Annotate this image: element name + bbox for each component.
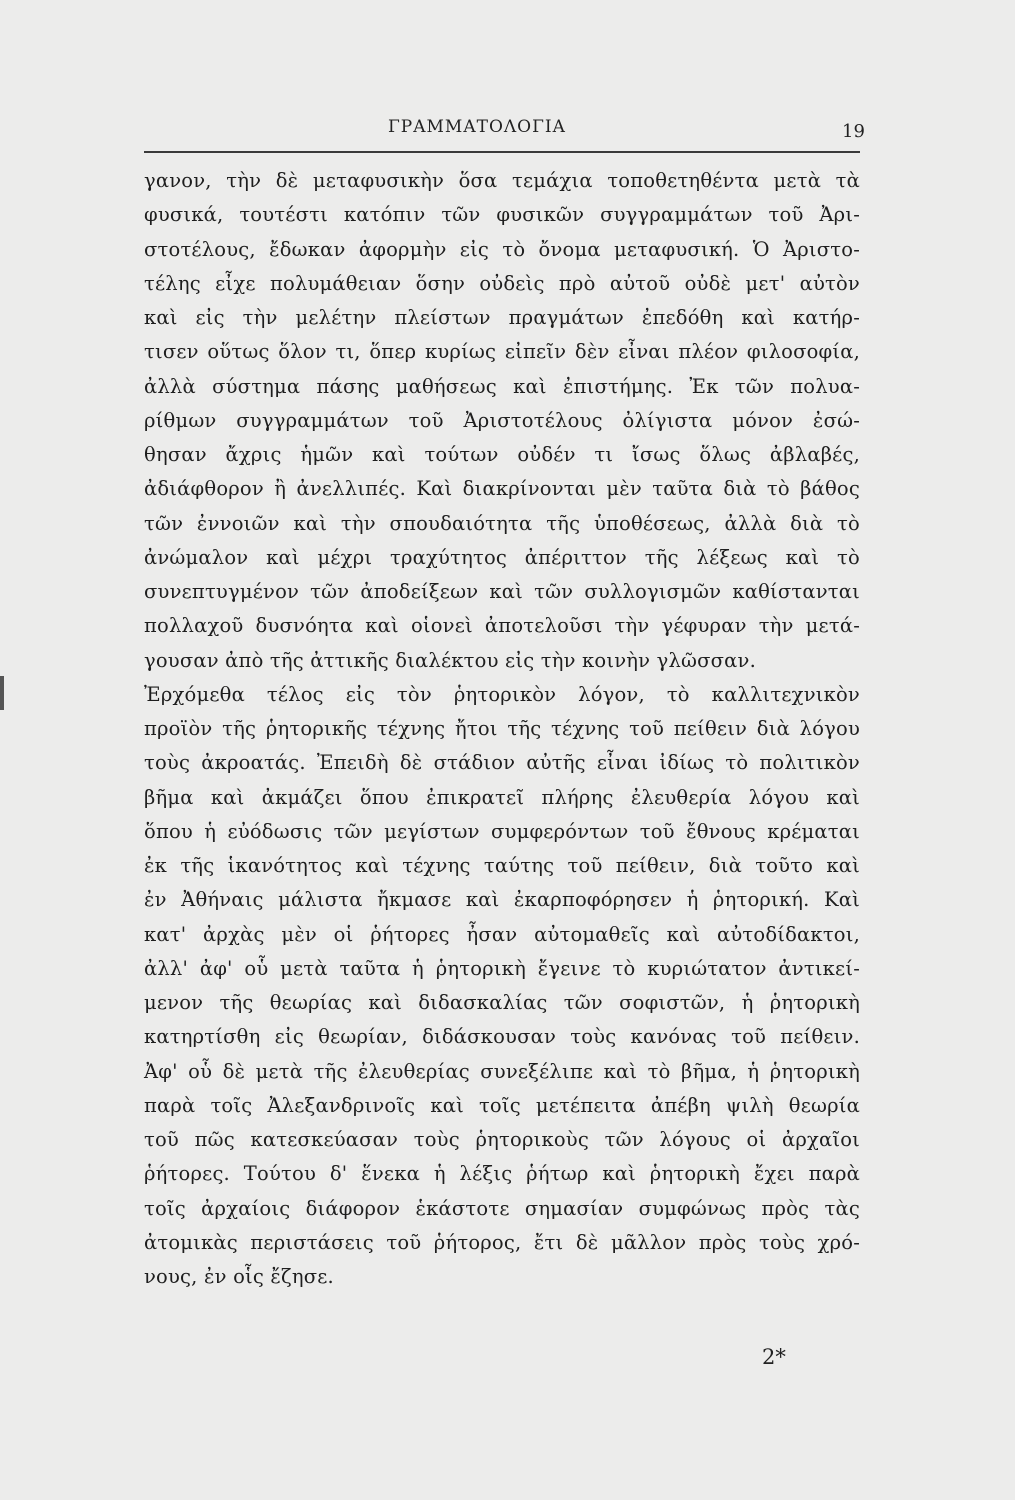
text-line: στοτέλους, ἔδωκαν ἀφορμὴν εἰς τὸ ὄνομα μεταφυσική. Ὁ Ἀριστο- bbox=[144, 237, 860, 261]
text-line: μενον τῆς θεωρίας καὶ διδασκαλίας τῶν σοφιστῶν, ἡ ῥητορικὴ bbox=[144, 991, 860, 1014]
text-line: ἐν Ἀθήναις μάλιστα ἤκμασε καὶ ἐκαρποφόρησεν ἡ ῥητορική. Καὶ bbox=[144, 888, 860, 912]
text-line: ἀνώμαλον καὶ μέχρι τραχύτητος ἀπέριττον τῆς λέξεως καὶ τὸ bbox=[144, 545, 860, 569]
text-line: ἀλλ' ἀφ' οὗ μετὰ ταῦτα ἡ ῥητορικὴ ἔγεινε τὸ κυριώτατον ἀντικεί- bbox=[144, 956, 860, 980]
text-line: τῶν ἐννοιῶν καὶ τὴν σπουδαιότητα τῆς ὑποθέσεως, ἀλλὰ διὰ τὸ bbox=[144, 511, 860, 535]
running-header-title: ΓΡΑΜΜΑΤΟΛΟΓΙΑ bbox=[388, 117, 566, 137]
text-line: ἀδιάφθορον ἢ ἀνελλιπές. Καὶ διακρίνονται μὲν ταῦτα διὰ τὸ βάθος bbox=[144, 477, 860, 501]
body-text bbox=[144, 164, 860, 1294]
text-line: γανον, τὴν δὲ μεταφυσικὴν ὅσα τεμάχια τοποθετηθέντα μετὰ τὰ bbox=[144, 169, 860, 192]
text-line: κατ' ἀρχὰς μὲν οἱ ῥήτορες ἦσαν αὐτομαθεῖς καὶ αὐτοδίδακτοι, bbox=[144, 922, 860, 946]
text-line: ἀλλὰ σύστημα πάσης μαθήσεως καὶ ἐπιστήμης. Ἐκ τῶν πολυα- bbox=[144, 374, 860, 398]
text-line: ὅπου ἡ εὐόδωσις τῶν μεγίστων συμφερόντων τοῦ ἔθνους κρέμαται bbox=[144, 819, 860, 843]
header-rule bbox=[144, 151, 860, 153]
text-line: κατηρτίσθη εἰς θεωρίαν, διδάσκουσαν τοὺς κανόνας τοῦ πείθειν. bbox=[144, 1025, 860, 1049]
text-line: γουσαν ἀπὸ τῆς ἀττικῆς διαλέκτου εἰς τὴν κοινὴν γλῶσσαν. bbox=[144, 648, 756, 672]
text-line: νους, ἐν οἷς ἔζησε. bbox=[144, 1265, 334, 1288]
text-line: προϊὸν τῆς ῥητορικῆς τέχνης ἤτοι τῆς τέχνης τοῦ πείθειν διὰ λόγου bbox=[144, 717, 860, 740]
text-line: τισεν οὕτως ὅλον τι, ὅπερ κυρίως εἰπεῖν δὲν εἶναι πλέον φιλοσοφία, bbox=[144, 340, 860, 364]
page-number: 19 bbox=[842, 121, 865, 142]
binding-mark bbox=[0, 676, 4, 710]
text-line: παρὰ τοῖς Ἀλεξανδρινοῖς καὶ τοῖς μετέπειτα ἀπέβη ψιλὴ θεωρία bbox=[144, 1093, 860, 1117]
text-line: ἀτομικὰς περιστάσεις τοῦ ῥήτορος, ἔτι δὲ μᾶλλον πρὸς τοὺς χρό- bbox=[144, 1230, 860, 1254]
text-line: ῥήτορες. Τούτου δ' ἕνεκα ἡ λέξις ῥήτωρ καὶ ῥητορικὴ ἔχει παρὰ bbox=[144, 1162, 860, 1186]
text-line: Ἐρχόμεθα τέλος εἰς τὸν ῥητορικὸν λόγον, τὸ καλλιτεχνικὸν bbox=[144, 682, 860, 706]
text-line: καὶ εἰς τὴν μελέτην πλείστων πραγμάτων ἐπεδόθη καὶ κατήρ- bbox=[144, 306, 860, 329]
signature-mark: 2* bbox=[762, 1345, 786, 1369]
text-line: φυσικά, τουτέστι κατόπιν τῶν φυσικῶν συγγραμμάτων τοῦ Ἀρι- bbox=[144, 203, 860, 227]
text-line: θησαν ἄχρις ἡμῶν καὶ τούτων οὐδέν τι ἴσως ὅλως ἀβλαβές, bbox=[144, 443, 860, 466]
text-line: πολλαχοῦ δυσνόητα καὶ οἱονεὶ ἀποτελοῦσι τὴν γέφυραν τὴν μετά- bbox=[144, 614, 860, 638]
text-line: τοῖς ἀρχαίοις διάφορον ἑκάστοτε σημασίαν συμφώνως πρὸς τὰς bbox=[144, 1196, 860, 1220]
text-line: τοὺς ἀκροατάς. Ἐπειδὴ δὲ στάδιον αὐτῆς εἶναι ἰδίως τὸ πολιτικὸν bbox=[144, 751, 860, 775]
text-line: τοῦ πῶς κατεσκεύασαν τοὺς ῥητορικοὺς τῶν λόγους οἱ ἀρχαῖοι bbox=[144, 1128, 860, 1151]
text-line: βῆμα καὶ ἀκμάζει ὅπου ἐπικρατεῖ πλήρης ἐλευθερία λόγου καὶ bbox=[144, 785, 860, 809]
text-line: τέλης εἶχε πολυμάθειαν ὅσην οὐδεὶς πρὸ αὐτοῦ οὐδὲ μετ' αὐτὸν bbox=[144, 271, 860, 295]
text-line: Ἀφ' οὗ δὲ μετὰ τῆς ἐλευθερίας συνεξέλιπε καὶ τὸ βῆμα, ἡ ῥητορικὴ bbox=[144, 1059, 860, 1083]
text-line: ρίθμων συγγραμμάτων τοῦ Ἀριστοτέλους ὀλίγιστα μόνον ἐσώ- bbox=[144, 408, 860, 432]
text-line: ἐκ τῆς ἱκανότητος καὶ τέχνης ταύτης τοῦ πείθειν, διὰ τοῦτο καὶ bbox=[144, 854, 860, 877]
text-line: συνεπτυγμένον τῶν ἀποδείξεων καὶ τῶν συλλογισμῶν καθίστανται bbox=[144, 580, 860, 603]
